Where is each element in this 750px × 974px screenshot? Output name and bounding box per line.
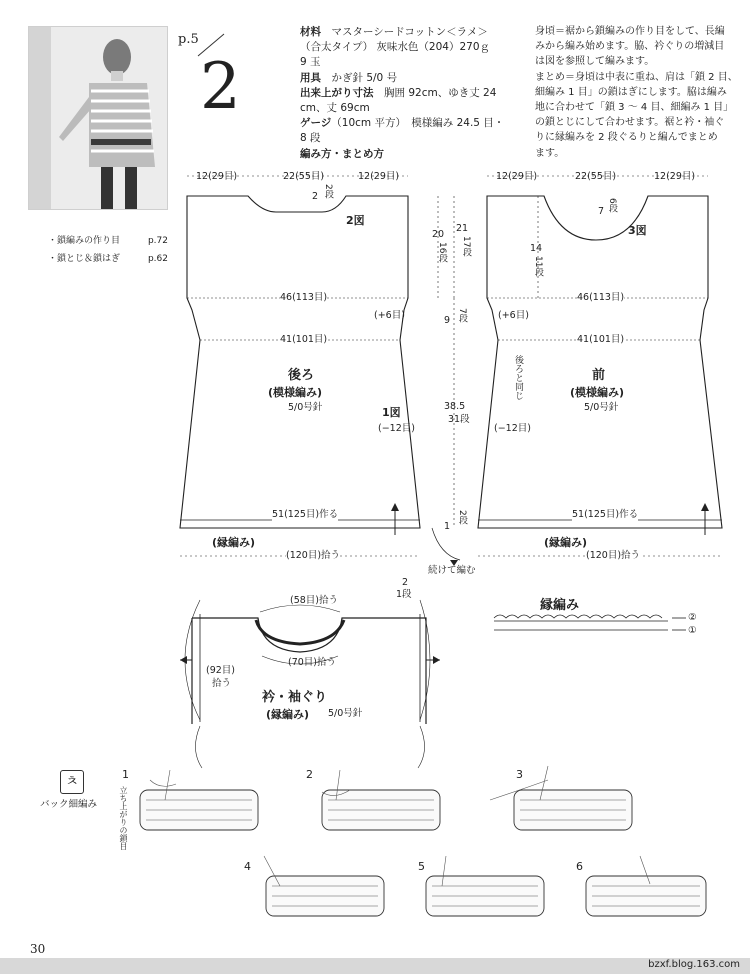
edge-row-1: ① — [688, 625, 697, 636]
gauge-value-cont: 8 段 — [300, 132, 321, 145]
back-border: (縁編み) — [212, 536, 256, 549]
border-rows: 2段 — [457, 510, 467, 525]
front-top-right: 12(29目) — [654, 171, 696, 182]
back-title: 後ろ — [288, 368, 315, 383]
page-number: 30 — [30, 942, 46, 956]
body-rows: 31段 — [448, 414, 470, 425]
back-sc-label: バック細編み — [40, 799, 98, 810]
front-neck-side-rows: 11段 — [533, 256, 543, 277]
instruction-line: 身頃＝裾から鎖編みの作り目をして、長編 — [535, 26, 725, 37]
back-neck-rows: 2段 — [323, 184, 333, 199]
gauge-label: ゲージ — [300, 117, 332, 130]
reference-item: ・鎖とじ＆鎖はぎ p.62 — [48, 254, 168, 264]
instruction-line: まとめ＝身頃は中表に重ね、肩は「鎖 2 目、 — [535, 71, 738, 83]
size-value: 胸囲 92cm、ゆき丈 24 — [384, 86, 497, 99]
back-width-upper: 46(113目) — [280, 292, 328, 303]
front-title: 前 — [592, 368, 606, 383]
size-value-cont: cm、丈 69cm — [300, 102, 370, 115]
back-outline — [180, 196, 420, 528]
watermark: bzxf.blog.163.com — [648, 959, 740, 970]
border-height: 1 — [444, 521, 451, 532]
step-6-number: 6 — [576, 860, 583, 873]
back-decrease: (−12目) — [378, 423, 415, 434]
front-decrease: (−12目) — [494, 423, 531, 434]
armhole-a-rows: 16段 — [437, 242, 447, 263]
continue-note: 続けて編む — [428, 565, 476, 576]
instruction-line: みから編み始めます。脇、衿ぐりの増減目 — [535, 41, 725, 53]
instruction-line: りに縁編みを 2 段ぐるりと編んでまとめ — [535, 132, 718, 144]
edge-row-2: ② — [688, 612, 697, 623]
page-label: p.5 — [178, 32, 199, 47]
back-needle: 5/0号針 — [288, 402, 323, 413]
reference-item: ・鎖編みの作り目 p.72 — [48, 236, 168, 246]
front-needle: 5/0号針 — [584, 402, 619, 413]
front-figure-label: 3図 — [628, 224, 647, 237]
howto-label: 編み方・まとめ方 — [300, 147, 384, 160]
step-3-number: 3 — [516, 768, 523, 781]
front-top-left: 12(29目) — [496, 171, 538, 182]
collar-needle: 5/0号針 — [328, 708, 363, 719]
front-same-as-back: 後ろと同じ — [513, 355, 523, 400]
instruction-line: 地に合わせて「鎖 3 ～ 4 目、細編み 1 目」 — [535, 102, 734, 114]
gauge-value: （10cm 平方） 模様編み 24.5 目・ — [331, 117, 505, 130]
back-top-center: 22(55目) — [283, 171, 325, 182]
instruction-line: の鎖とじにして合わせます。裾と衿・袖ぐ — [535, 117, 725, 129]
back-side-figure: 1図 — [382, 406, 401, 419]
step-2-number: 2 — [306, 768, 313, 781]
armhole-a: 20 — [432, 229, 445, 240]
collar-title: 衿・袖ぐり — [262, 690, 328, 705]
back-neck-depth: 2 — [312, 191, 319, 202]
yarn-detail: （合太タイプ） 灰味水色（204）270ｇ — [300, 41, 490, 54]
tools-value: かぎ針 5/0 号 — [331, 71, 398, 84]
step-1-number: 1 — [122, 768, 129, 781]
size-label: 出来上がり寸法 — [300, 86, 374, 99]
armhole-b-rows: 17段 — [461, 236, 471, 257]
back-figure-label: 2図 — [346, 214, 365, 227]
yarn-amount: 9 玉 — [300, 56, 321, 69]
front-stitch: (模様編み) — [570, 386, 625, 399]
front-width-mid: 41(101目) — [577, 334, 625, 345]
back-width-mid: 41(101目) — [280, 334, 328, 345]
collar-rows-num: 2 — [402, 577, 409, 588]
instruction-line: は図を参照して編みます。 — [535, 56, 655, 68]
back-increase: (+6目) — [374, 310, 405, 321]
collar-rows-h: 1 — [396, 589, 403, 600]
side-upper-rows: 7段 — [457, 308, 467, 323]
footer-bar — [0, 958, 750, 974]
crochet-steps — [140, 790, 706, 916]
tools-label: 用具 — [300, 71, 321, 84]
collar-pickup-bottom: (70目)拾う — [288, 657, 337, 668]
front-pickup: (120目)拾う — [586, 550, 641, 561]
armhole-b: 21 — [456, 223, 469, 234]
edge-chart-title: 縁編み — [540, 598, 580, 613]
front-hem-chain: 51(125目)作る — [572, 509, 639, 520]
back-top-left: 12(29目) — [196, 171, 238, 182]
back-single-crochet-icon: ㅊ — [60, 770, 84, 794]
side-upper: 9 — [444, 315, 451, 326]
front-top-center: 22(55目) — [575, 171, 617, 182]
front-neck-depth: 7 — [598, 206, 605, 217]
yarn-name: マスターシードコットン＜ラメ＞ — [331, 26, 488, 38]
back-hem-chain: 51(125目)作る — [272, 509, 339, 520]
front-width-upper: 46(113目) — [577, 292, 625, 303]
sleeve-pickup: (92目) — [206, 665, 236, 676]
step-4-number: 4 — [244, 860, 251, 873]
back-top-right: 12(29目) — [358, 171, 400, 182]
pattern-number: 2 — [200, 50, 241, 124]
materials-label: 材料 — [300, 26, 321, 38]
collar-pickup-top: (58目)拾う — [290, 595, 339, 606]
edge-stitch-chart — [494, 615, 686, 630]
front-border: (縁編み) — [544, 536, 588, 549]
collar-stitch: (縁編み) — [266, 708, 310, 721]
front-neck-rows: 6段 — [607, 198, 617, 213]
step-5-number: 5 — [418, 860, 425, 873]
back-stitch: (模様編み) — [268, 386, 323, 399]
back-sc-step-note: 立ち上がりの鎖目 — [119, 786, 128, 850]
front-neck-side: 14 — [530, 243, 543, 254]
front-increase: (+6目) — [498, 310, 529, 321]
back-pickup: (120目)拾う — [286, 550, 341, 561]
instruction-line: 細編み 1 目」の鎖はぎにします。脇は編み — [535, 86, 727, 98]
instruction-line: ます。 — [535, 147, 565, 159]
sleeve-pickup-2: 拾う — [212, 678, 232, 689]
collar-rows-unit: 段 — [402, 589, 412, 600]
body-length: 38.5 — [444, 401, 466, 412]
